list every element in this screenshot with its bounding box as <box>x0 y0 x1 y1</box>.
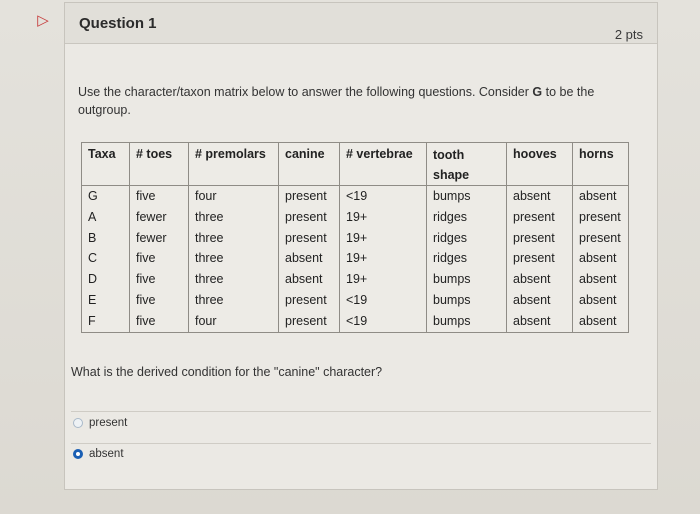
header-hooves: hooves <box>507 143 573 186</box>
hooves-cell: absent <box>513 272 551 287</box>
vertebrae-cell: 19+ <box>346 230 368 245</box>
toes-cell: fewer <box>136 209 167 224</box>
premolars-cell: three <box>195 272 224 287</box>
canine-column <box>279 186 340 333</box>
horns-cell: absent <box>579 189 617 203</box>
prompt-outgroup: G <box>532 85 543 99</box>
toes-cell: fewer <box>136 230 167 245</box>
tooth-shape-cell: bumps <box>433 272 471 287</box>
hooves-column <box>507 186 573 333</box>
horns-column <box>573 186 629 333</box>
hooves-cell: present <box>513 251 555 266</box>
taxon-cell: B <box>88 230 97 245</box>
canine-cell: present <box>285 189 327 203</box>
taxon-cell: E <box>88 292 97 307</box>
canine-cell: absent <box>285 251 323 266</box>
taxon-cell: A <box>88 209 97 224</box>
hooves-cell: absent <box>513 292 551 307</box>
horns-cell: absent <box>579 292 617 307</box>
sub-question: What is the derived condition for the "canine" character? <box>71 365 383 379</box>
toes-column <box>130 186 189 333</box>
question-prompt <box>78 83 618 119</box>
answer-label: absent <box>89 448 124 460</box>
prompt-text-start: Use the character/taxon matrix below to answer the following questions. Consider <box>78 85 533 99</box>
hooves-cell: present <box>513 209 555 224</box>
vertebrae-column <box>340 186 427 333</box>
question-header <box>65 3 657 44</box>
premolars-cell: four <box>195 313 217 328</box>
toes-cell: five <box>136 292 156 307</box>
canine-cell: present <box>285 292 327 307</box>
canine-cell: present <box>285 313 327 328</box>
hooves-cell: present <box>513 230 555 245</box>
hooves-cell: absent <box>513 313 551 328</box>
radio-button[interactable] <box>73 418 83 428</box>
header-tooth-shape: tooth shape <box>427 143 507 186</box>
premolars-cell: three <box>195 209 224 224</box>
taxa-column <box>82 186 130 333</box>
premolars-cell: three <box>195 251 224 266</box>
premolars-cell: four <box>195 189 217 203</box>
canine-cell: present <box>285 230 327 245</box>
horns-cell: present <box>579 230 621 245</box>
taxon-cell: F <box>88 313 96 328</box>
taxon-cell: C <box>88 251 98 266</box>
character-taxon-matrix <box>81 142 629 333</box>
horns-cell: present <box>579 209 621 224</box>
header-toes: # toes <box>130 143 189 186</box>
answer-option-present[interactable] <box>73 417 127 429</box>
horns-cell: absent <box>579 251 617 266</box>
hooves-cell: absent <box>513 189 551 203</box>
prompt-text-end: to be the outgroup. <box>78 85 595 117</box>
divider <box>71 443 651 444</box>
answer-option-absent[interactable] <box>73 448 124 460</box>
flag-icon[interactable]: ▷ <box>37 12 49 29</box>
tooth-shape-cell: ridges <box>433 209 468 224</box>
tooth-shape-cell: bumps <box>433 313 471 328</box>
matrix-header-row <box>82 143 629 186</box>
tooth-shape-cell: ridges <box>433 251 468 266</box>
vertebrae-cell: 19+ <box>346 209 368 224</box>
vertebrae-cell: 19+ <box>346 272 368 287</box>
radio-button-selected[interactable] <box>73 449 83 459</box>
header-taxa: Taxa <box>82 143 130 186</box>
tooth-shape-cell: bumps <box>433 292 471 307</box>
question-title: Question 1 <box>79 15 157 32</box>
toes-cell: five <box>136 313 156 328</box>
divider <box>71 411 651 412</box>
taxon-cell: G <box>88 189 98 203</box>
vertebrae-cell: <19 <box>346 313 368 328</box>
vertebrae-cell: 19+ <box>346 251 368 266</box>
vertebrae-cell: <19 <box>346 292 368 307</box>
header-horns: horns <box>573 143 629 186</box>
tooth-shape-cell: bumps <box>433 189 471 203</box>
toes-cell: five <box>136 251 156 266</box>
premolars-cell: three <box>195 292 224 307</box>
vertebrae-cell: <19 <box>346 189 368 203</box>
matrix-body-row <box>82 186 629 333</box>
premolars-column <box>189 186 279 333</box>
header-premolars: # premolars <box>189 143 279 186</box>
tooth-shape-cell: ridges <box>433 230 468 245</box>
header-canine: canine <box>279 143 340 186</box>
horns-cell: absent <box>579 313 617 328</box>
question-points: 2 pts <box>614 27 643 42</box>
header-vertebrae: # vertebrae <box>340 143 427 186</box>
horns-cell: absent <box>579 272 617 287</box>
question-card <box>64 2 658 490</box>
toes-cell: five <box>136 272 156 287</box>
canine-cell: present <box>285 209 327 224</box>
premolars-cell: three <box>195 230 224 245</box>
tooth-shape-column <box>427 186 507 333</box>
taxon-cell: D <box>88 272 98 287</box>
toes-cell: five <box>136 189 156 203</box>
answer-label: present <box>89 417 128 429</box>
canine-cell: absent <box>285 272 323 287</box>
